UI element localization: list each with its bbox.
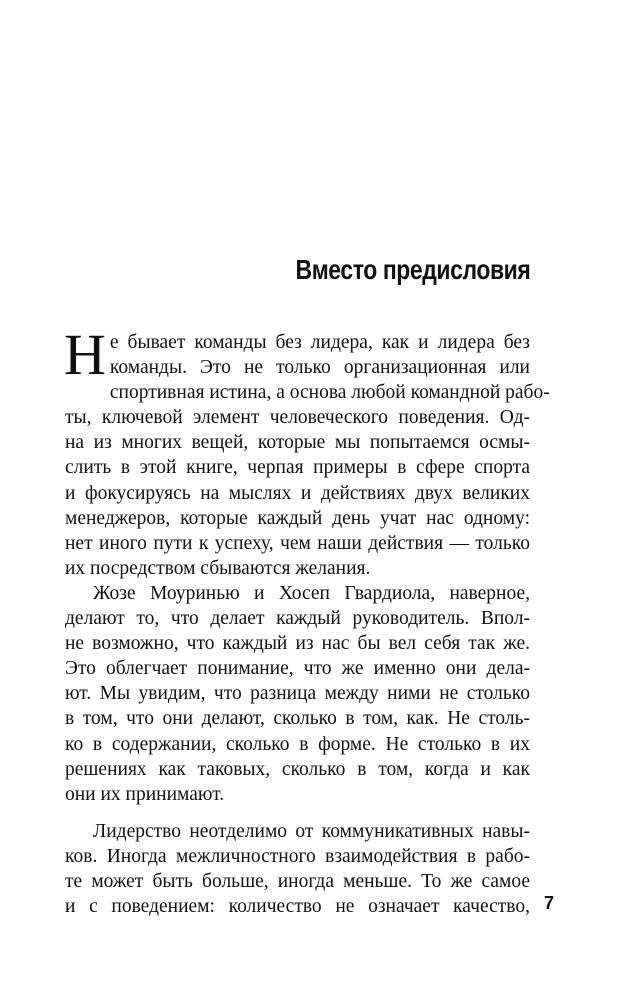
paragraph-1 — [64, 322, 550, 581]
text-line: ты, ключевой элемент человеческого поведения. Од- — [65, 407, 530, 429]
text-line: решениях как таковых, сколько в том, когда и как — [65, 758, 530, 780]
text-line: нет иного пути к успеху, чем наши действия — только — [65, 532, 530, 554]
text-line: их посредством сбываются желания. — [65, 557, 371, 579]
text-line: делают то, что делает каждый руководитель. Впол- — [65, 608, 530, 630]
text-line: и фокусируясь на мыслях и действиях двух великих — [65, 482, 530, 504]
text-line: менеджеров, которые каждый день учат нас одному: — [65, 507, 530, 529]
text-line: Жозе Моуринью и Хосеп Гвардиола, наверное, — [93, 582, 530, 604]
chapter-title: Вместо предисловия — [295, 254, 530, 285]
text-line: и с поведением: количество не означает качество, — [65, 896, 530, 918]
text-line: те может быть больше, иногда меньше. То же самое — [65, 870, 530, 892]
paragraph-2 — [65, 581, 530, 807]
text-line: в том, что они делают, сколько в том, как. Не столь- — [65, 708, 530, 730]
text-line: слить в этой книге, черпая примеры в сфере спорта — [65, 457, 530, 479]
body-text — [64, 322, 550, 919]
text-line: не возможно, что каждый из нас бы вел себя так же. — [65, 633, 530, 655]
text-line: ков. Иногда межличностного взаимодействия в рабо- — [65, 845, 530, 867]
page-number: 7 — [543, 893, 554, 913]
text-line: они их принимают. — [65, 783, 225, 805]
text-line: спортивная истина, а основа любой командной рабо- — [109, 382, 550, 404]
text-line: ют. Мы увидим, что разница между ними не столько — [65, 683, 530, 705]
text-line: Это облегчает понимание, что же именно они дела- — [65, 658, 530, 680]
text-line: ко в содержании, сколько в форме. Не столько в их — [65, 733, 530, 755]
text-line: команды. Это не только организационная или — [109, 357, 530, 379]
text-line: Лидерство неотделимо от коммуникативных навы- — [93, 820, 530, 842]
text-line: е бывает команды без лидера, как и лидера без — [109, 332, 530, 353]
paragraph-3 — [65, 819, 530, 919]
text-line: на из многих вещей, которые мы попытаемся осмы- — [65, 432, 530, 454]
drop-cap: Н — [64, 322, 106, 387]
